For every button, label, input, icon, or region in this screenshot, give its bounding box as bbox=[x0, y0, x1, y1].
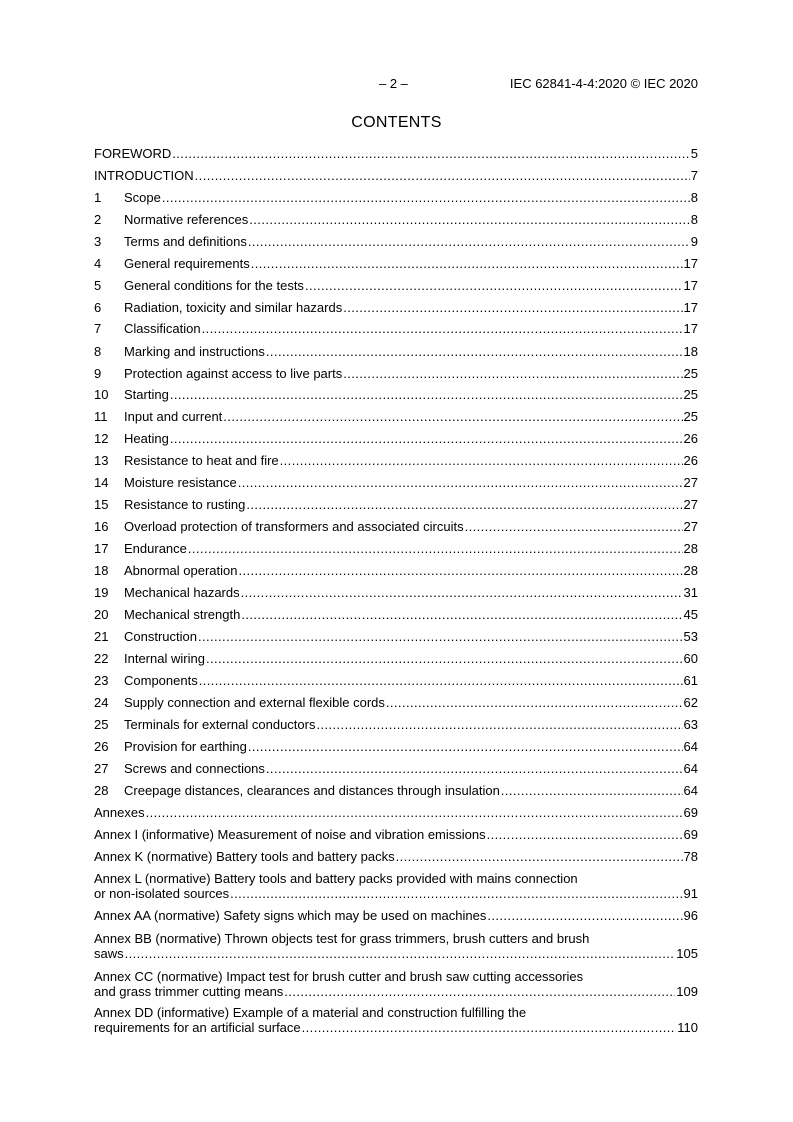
toc-entry[interactable] bbox=[94, 277, 698, 294]
toc-entry-page: 28 bbox=[683, 541, 698, 556]
toc-entry-page: 91 bbox=[683, 886, 698, 901]
toc-entry-number: 28 bbox=[94, 783, 109, 798]
toc-entry-label: Internal wiring bbox=[124, 651, 205, 666]
toc-entry-label: saws bbox=[94, 946, 124, 961]
dot-leader bbox=[248, 738, 683, 755]
dot-leader bbox=[249, 211, 689, 228]
dot-leader bbox=[487, 907, 682, 924]
toc-entry[interactable] bbox=[94, 628, 698, 645]
toc-entry-label: Screws and connections bbox=[124, 761, 265, 776]
toc-entry-page: 17 bbox=[683, 300, 698, 315]
dot-leader bbox=[501, 782, 683, 799]
toc-entry-label: Input and current bbox=[124, 409, 223, 424]
toc-entry-page: 8 bbox=[690, 212, 698, 227]
document-id: IEC 62841-4-4:2020 © IEC 2020 bbox=[509, 76, 698, 91]
toc-entry-label: Scope bbox=[124, 190, 161, 205]
dot-leader bbox=[284, 983, 675, 1000]
toc-entry-page: 96 bbox=[683, 908, 698, 923]
toc-entry-number: 26 bbox=[94, 739, 109, 754]
toc-entry-page: 64 bbox=[683, 739, 698, 754]
toc-entry-label: Annex K (normative) Battery tools and battery packs bbox=[94, 849, 395, 864]
dot-leader bbox=[146, 804, 683, 821]
toc-entry-label: Marking and instructions bbox=[124, 344, 265, 359]
toc-entry-label: Components bbox=[124, 673, 198, 688]
toc-entry[interactable] bbox=[94, 716, 698, 733]
toc-entry[interactable] bbox=[94, 848, 698, 865]
toc-entry[interactable] bbox=[94, 931, 698, 962]
dot-leader bbox=[251, 255, 683, 272]
toc-entry[interactable] bbox=[94, 672, 698, 689]
dot-leader bbox=[316, 716, 682, 733]
toc-entry-title-line: Annex BB (normative) Thrown objects test for grass trimmers, brush cutters and brush bbox=[94, 931, 590, 946]
toc-entry-number: 7 bbox=[94, 321, 102, 336]
toc-entry[interactable] bbox=[94, 343, 698, 360]
toc-entry-label: Radiation, toxicity and similar hazards bbox=[124, 300, 343, 315]
toc-entry-page: 53 bbox=[683, 629, 698, 644]
dot-leader bbox=[238, 474, 683, 491]
toc-entry-label: Annex AA (normative) Safety signs which may be used on machines bbox=[94, 908, 487, 923]
toc-entry[interactable] bbox=[94, 969, 698, 1000]
toc-entry-number: 27 bbox=[94, 761, 109, 776]
toc-entry[interactable] bbox=[94, 320, 698, 337]
toc-entry-number: 12 bbox=[94, 431, 109, 446]
dot-leader bbox=[266, 760, 683, 777]
dot-leader bbox=[172, 145, 689, 162]
toc-entry-number: 4 bbox=[94, 256, 102, 271]
toc-entry-page: 69 bbox=[683, 827, 698, 842]
toc-entry-number: 23 bbox=[94, 673, 109, 688]
toc-entry-label: Abnormal operation bbox=[124, 563, 238, 578]
toc-entry-label: Endurance bbox=[124, 541, 187, 556]
toc-entry-page: 5 bbox=[690, 146, 698, 161]
dot-leader bbox=[248, 233, 690, 250]
toc-entry-label: FOREWORD bbox=[94, 146, 172, 161]
toc-entry[interactable] bbox=[94, 826, 698, 843]
toc-entry-number: 9 bbox=[94, 366, 102, 381]
toc-entry-page: 7 bbox=[690, 168, 698, 183]
dot-leader bbox=[162, 189, 690, 206]
toc-entry[interactable] bbox=[94, 189, 698, 206]
toc-entry-number: 18 bbox=[94, 563, 109, 578]
toc-entry-label: requirements for an artificial surface bbox=[94, 1020, 301, 1035]
dot-leader bbox=[170, 386, 683, 403]
toc-entry-title-line: Annex CC (normative) Impact test for brush cutter and brush saw cutting accessories bbox=[94, 969, 584, 984]
toc-entry-page: 78 bbox=[683, 849, 698, 864]
toc-entry-label: Mechanical hazards bbox=[124, 585, 240, 600]
toc-entry[interactable] bbox=[94, 782, 698, 799]
dot-leader bbox=[343, 365, 682, 382]
dot-leader bbox=[246, 496, 682, 513]
toc-entry-page: 27 bbox=[683, 497, 698, 512]
toc-entry[interactable] bbox=[94, 804, 698, 821]
toc-entry-page: 64 bbox=[683, 761, 698, 776]
toc-entry[interactable] bbox=[94, 408, 698, 425]
toc-entry-label: or non-isolated sources bbox=[94, 886, 230, 901]
dot-leader bbox=[280, 452, 683, 469]
dot-leader bbox=[230, 885, 682, 902]
toc-entry[interactable] bbox=[94, 650, 698, 667]
toc-entry[interactable] bbox=[94, 430, 698, 447]
toc-entry-label: General conditions for the tests bbox=[124, 278, 304, 293]
page-number: – 2 – bbox=[379, 76, 408, 91]
toc-entry-number: 14 bbox=[94, 475, 109, 490]
toc-entry-number: 5 bbox=[94, 278, 102, 293]
toc-entry[interactable] bbox=[94, 694, 698, 711]
toc-entry[interactable] bbox=[94, 474, 698, 491]
dot-leader bbox=[302, 1019, 677, 1036]
toc-entry-page: 17 bbox=[683, 321, 698, 336]
dot-leader bbox=[125, 945, 676, 962]
toc-entry-label: Terms and definitions bbox=[124, 234, 247, 249]
toc-entry-label: Protection against access to live parts bbox=[124, 366, 343, 381]
toc-entry[interactable] bbox=[94, 233, 698, 250]
toc-entry[interactable] bbox=[94, 255, 698, 272]
toc-entry[interactable] bbox=[94, 145, 698, 162]
toc-entry-page: 17 bbox=[683, 256, 698, 271]
toc-entry-number: 10 bbox=[94, 387, 109, 402]
toc-entry-page: 17 bbox=[683, 278, 698, 293]
toc-entry[interactable] bbox=[94, 871, 698, 902]
toc-entry-label: Moisture resistance bbox=[124, 475, 237, 490]
dot-leader bbox=[188, 540, 683, 557]
toc-entry-page: 109 bbox=[676, 984, 698, 999]
dot-leader bbox=[238, 562, 682, 579]
toc-entry-page: 28 bbox=[683, 563, 698, 578]
toc-entry-label: INTRODUCTION bbox=[94, 168, 194, 183]
toc-entry[interactable] bbox=[94, 299, 698, 316]
toc-entry-page: 60 bbox=[683, 651, 698, 666]
toc-entry-page: 105 bbox=[676, 946, 698, 961]
toc-entry-page: 25 bbox=[683, 387, 698, 402]
toc-entry[interactable] bbox=[94, 584, 698, 601]
toc-entry[interactable] bbox=[94, 518, 698, 535]
toc-entry-label: Resistance to heat and fire bbox=[124, 453, 279, 468]
toc-entry-label: Overload protection of transformers and associated circuits bbox=[124, 519, 464, 534]
toc-entry-number: 24 bbox=[94, 695, 109, 710]
dot-leader bbox=[241, 606, 682, 623]
dot-leader bbox=[223, 408, 682, 425]
toc-entry-number: 3 bbox=[94, 234, 102, 249]
toc-entry-label: Classification bbox=[124, 321, 201, 336]
toc-entry-page: 69 bbox=[683, 805, 698, 820]
toc-entry-label: Construction bbox=[124, 629, 197, 644]
toc-entry-number: 8 bbox=[94, 344, 102, 359]
dot-leader bbox=[241, 584, 683, 601]
dot-leader bbox=[396, 848, 683, 865]
toc-entry-label: and grass trimmer cutting means bbox=[94, 984, 284, 999]
toc-entry-page: 26 bbox=[683, 453, 698, 468]
toc-entry-number: 15 bbox=[94, 497, 109, 512]
toc-entry-title-line: Annex DD (informative) Example of a material and construction fulfilling the bbox=[94, 1005, 527, 1020]
toc-entry-page: 25 bbox=[683, 366, 698, 381]
toc-entry-label: Supply connection and external flexible cords bbox=[124, 695, 385, 710]
dot-leader bbox=[202, 320, 683, 337]
toc-entry-page: 9 bbox=[690, 234, 698, 249]
toc-entry-page: 8 bbox=[690, 190, 698, 205]
toc-entry-number: 2 bbox=[94, 212, 102, 227]
toc-entry-number: 6 bbox=[94, 300, 102, 315]
toc-entry-label: Normative references bbox=[124, 212, 249, 227]
toc-entry[interactable] bbox=[94, 1005, 698, 1036]
toc-entry-page: 27 bbox=[683, 519, 698, 534]
toc-entry-label: Starting bbox=[124, 387, 169, 402]
page-header bbox=[94, 76, 698, 92]
toc-entry-label: Resistance to rusting bbox=[124, 497, 246, 512]
toc-entry-number: 22 bbox=[94, 651, 109, 666]
toc-entry-number: 20 bbox=[94, 607, 109, 622]
toc-entry-label: Provision for earthing bbox=[124, 739, 247, 754]
toc-entry[interactable] bbox=[94, 167, 698, 184]
toc-entry-page: 26 bbox=[683, 431, 698, 446]
toc-entry-page: 18 bbox=[683, 344, 698, 359]
toc-entry[interactable] bbox=[94, 211, 698, 228]
toc-entry-page: 110 bbox=[677, 1020, 698, 1035]
dot-leader bbox=[195, 167, 690, 184]
toc-entry-label: Terminals for external conductors bbox=[124, 717, 316, 732]
dot-leader bbox=[206, 650, 683, 667]
toc-entry-page: 25 bbox=[683, 409, 698, 424]
toc-entry-label: Mechanical strength bbox=[124, 607, 241, 622]
dot-leader bbox=[343, 299, 682, 316]
toc-entry-label: Annex I (informative) Measurement of noise and vibration emissions bbox=[94, 827, 486, 842]
toc-entry[interactable] bbox=[94, 452, 698, 469]
dot-leader bbox=[170, 430, 683, 447]
toc-entry-label: Heating bbox=[124, 431, 169, 446]
dot-leader bbox=[305, 277, 683, 294]
dot-leader bbox=[266, 343, 683, 360]
toc-entry[interactable] bbox=[94, 907, 698, 924]
toc-entry[interactable] bbox=[94, 496, 698, 513]
toc-entry-number: 11 bbox=[94, 409, 108, 424]
toc-entry-page: 62 bbox=[683, 695, 698, 710]
toc-entry[interactable] bbox=[94, 540, 698, 557]
toc-entry-number: 13 bbox=[94, 453, 109, 468]
dot-leader bbox=[465, 518, 683, 535]
toc-entry[interactable] bbox=[94, 606, 698, 623]
toc-entry[interactable] bbox=[94, 760, 698, 777]
page-title: CONTENTS bbox=[351, 114, 442, 131]
toc-entry-number: 16 bbox=[94, 519, 109, 534]
toc-entry-number: 25 bbox=[94, 717, 109, 732]
dot-leader bbox=[386, 694, 683, 711]
toc-entry[interactable] bbox=[94, 738, 698, 755]
toc-entry-number: 19 bbox=[94, 585, 109, 600]
dot-leader bbox=[487, 826, 683, 843]
toc-entry-page: 27 bbox=[683, 475, 698, 490]
toc-entry-number: 21 bbox=[94, 629, 109, 644]
toc-entry-page: 63 bbox=[683, 717, 698, 732]
toc-entry-title-line: Annex L (normative) Battery tools and battery packs provided with mains connection bbox=[94, 871, 578, 886]
toc-entry-page: 31 bbox=[683, 585, 698, 600]
toc-entry-page: 45 bbox=[683, 607, 698, 622]
toc-entry-label: General requirements bbox=[124, 256, 250, 271]
dot-leader bbox=[198, 628, 683, 645]
toc-entry[interactable] bbox=[94, 365, 698, 382]
toc-entry-page: 64 bbox=[683, 783, 698, 798]
toc-entry-number: 17 bbox=[94, 541, 109, 556]
toc-entry[interactable] bbox=[94, 386, 698, 403]
toc-entry-number: 1 bbox=[94, 190, 102, 205]
toc-entry-label: Annexes bbox=[94, 805, 145, 820]
toc-entry-label: Creepage distances, clearances and distances through insulation bbox=[124, 783, 500, 798]
toc-entry[interactable] bbox=[94, 562, 698, 579]
toc-entry-page: 61 bbox=[683, 673, 698, 688]
dot-leader bbox=[199, 672, 683, 689]
